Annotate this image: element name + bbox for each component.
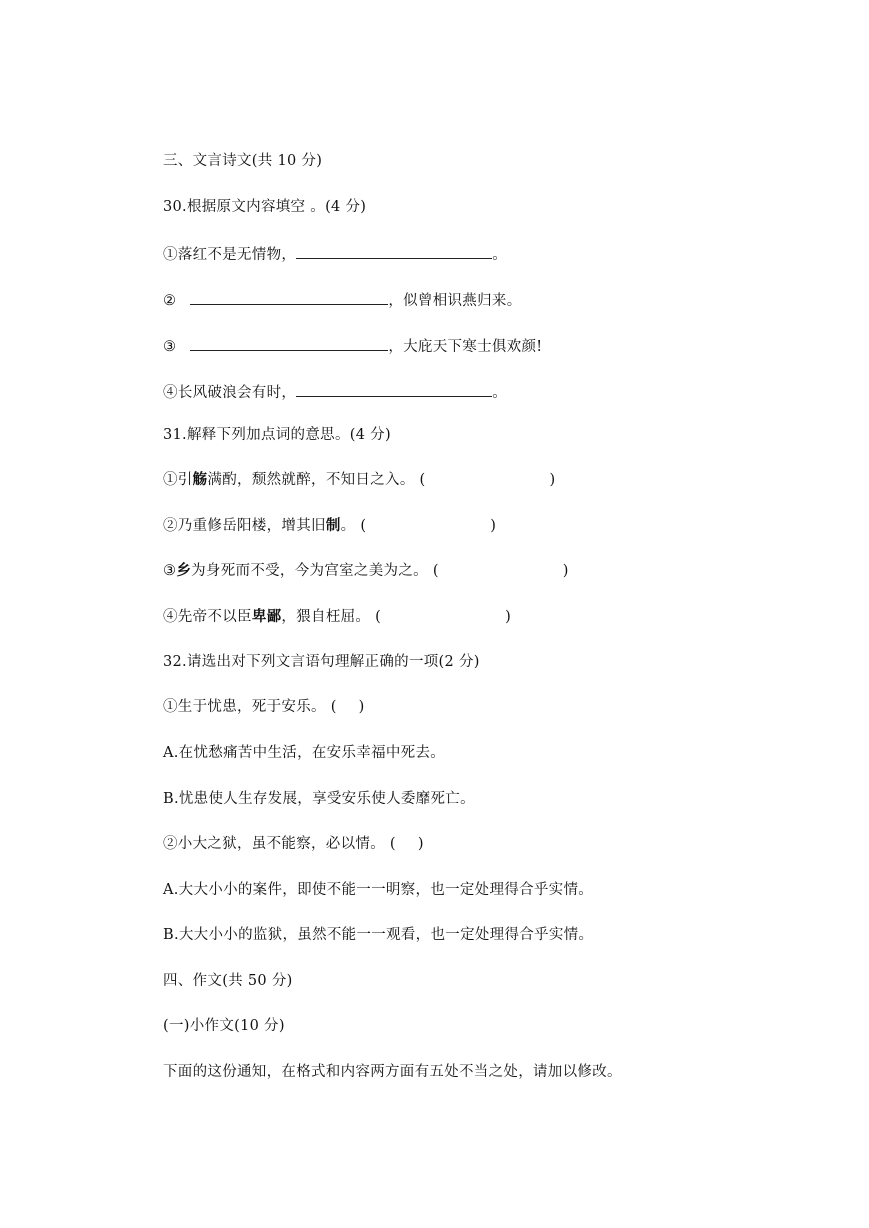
q32-sub1-stem [163, 698, 365, 716]
section-3-title: 三、文言诗文(共 10 分) [163, 153, 323, 169]
item-text: ④先帝不以臣 [163, 609, 252, 625]
q31-item-3 [163, 562, 569, 580]
q30-item-4 [163, 382, 507, 402]
q32-title: 32.请选出对下列文言语句理解正确的一项(2 分) [163, 654, 480, 670]
answer-blank[interactable] [296, 244, 492, 259]
q32-sub1-option-b: B.忧患使人生存发展，享受安乐使人委靡死亡。 [163, 791, 475, 807]
q32-sub1-option-a: A.在忧愁痛苦中生活，在安乐幸福中死去。 [163, 745, 446, 761]
subsection-title: (一)小作文(10 分) [163, 1018, 285, 1034]
item-text: ②小大之狱，虽不能察，必以情。 ( [163, 836, 396, 852]
item-text: ，大庇天下寒士俱欢颜! [388, 339, 543, 355]
paren-close: ) [358, 699, 365, 715]
answer-blank[interactable] [296, 382, 492, 397]
key-word: 卑鄙 [251, 608, 282, 625]
key-word: 觞 [192, 471, 208, 488]
paren-close: ) [490, 518, 497, 534]
q32-sub2-stem [163, 835, 424, 853]
paren-close: ) [549, 472, 556, 488]
q32-sub2-option-a: A.大大小小的案件，即使不能一一明察，也一定处理得合乎实情。 [163, 882, 594, 898]
q31-item-1 [163, 471, 555, 489]
item-text: 。 [492, 247, 508, 263]
section-4-title: 四、作文(共 50 分) [163, 973, 293, 989]
paren-close: ) [505, 609, 512, 625]
key-word: 制 [325, 517, 341, 534]
q30-item-1 [163, 244, 507, 264]
instruction-text: 下面的这份通知，在格式和内容两方面有五处不当之处，请加以修改。 [163, 1064, 622, 1080]
q30-item-3 [163, 336, 542, 356]
item-mark: ① [163, 247, 178, 263]
answer-blank[interactable] [190, 336, 388, 351]
item-text: ①引 [163, 472, 193, 488]
item-text: ，似曾相识燕归来。 [388, 293, 522, 309]
item-text: ③ [163, 563, 177, 579]
item-text: 长风破浪会有时， [177, 385, 297, 401]
item-text: 落红不是无情物， [177, 247, 297, 263]
paren-close: ) [417, 836, 424, 852]
item-mark: ④ [163, 385, 178, 401]
paren-close: ) [562, 563, 569, 579]
q32-sub2-option-b: B.大大小小的监狱，虽然不能一一观看，也一定处理得合乎实情。 [163, 927, 594, 943]
item-text: ①生于忧患，死于安乐。 ( [163, 699, 337, 715]
item-text: 满酌，颓然就醉，不知日之入。 ( [207, 472, 426, 488]
q31-title: 31.解释下列加点词的意思。(4 分) [163, 427, 391, 443]
q31-item-4 [163, 608, 511, 626]
answer-blank[interactable] [190, 290, 388, 305]
item-text: ②乃重修岳阳楼，增其旧 [163, 518, 326, 534]
q30-title: 30.根据原文内容填空 。(4 分) [163, 199, 367, 215]
q30-item-2 [163, 290, 522, 310]
item-mark: ② [163, 293, 177, 309]
item-text: 。 [492, 385, 508, 401]
item-text: 为身死而不受，今为宫室之美为之。 ( [191, 563, 439, 579]
item-mark: ③ [163, 339, 177, 355]
key-word: 乡 [176, 562, 192, 579]
q31-item-2 [163, 517, 496, 535]
item-text: ，猥自枉屈。 ( [281, 609, 382, 625]
item-text: 。 ( [340, 518, 367, 534]
